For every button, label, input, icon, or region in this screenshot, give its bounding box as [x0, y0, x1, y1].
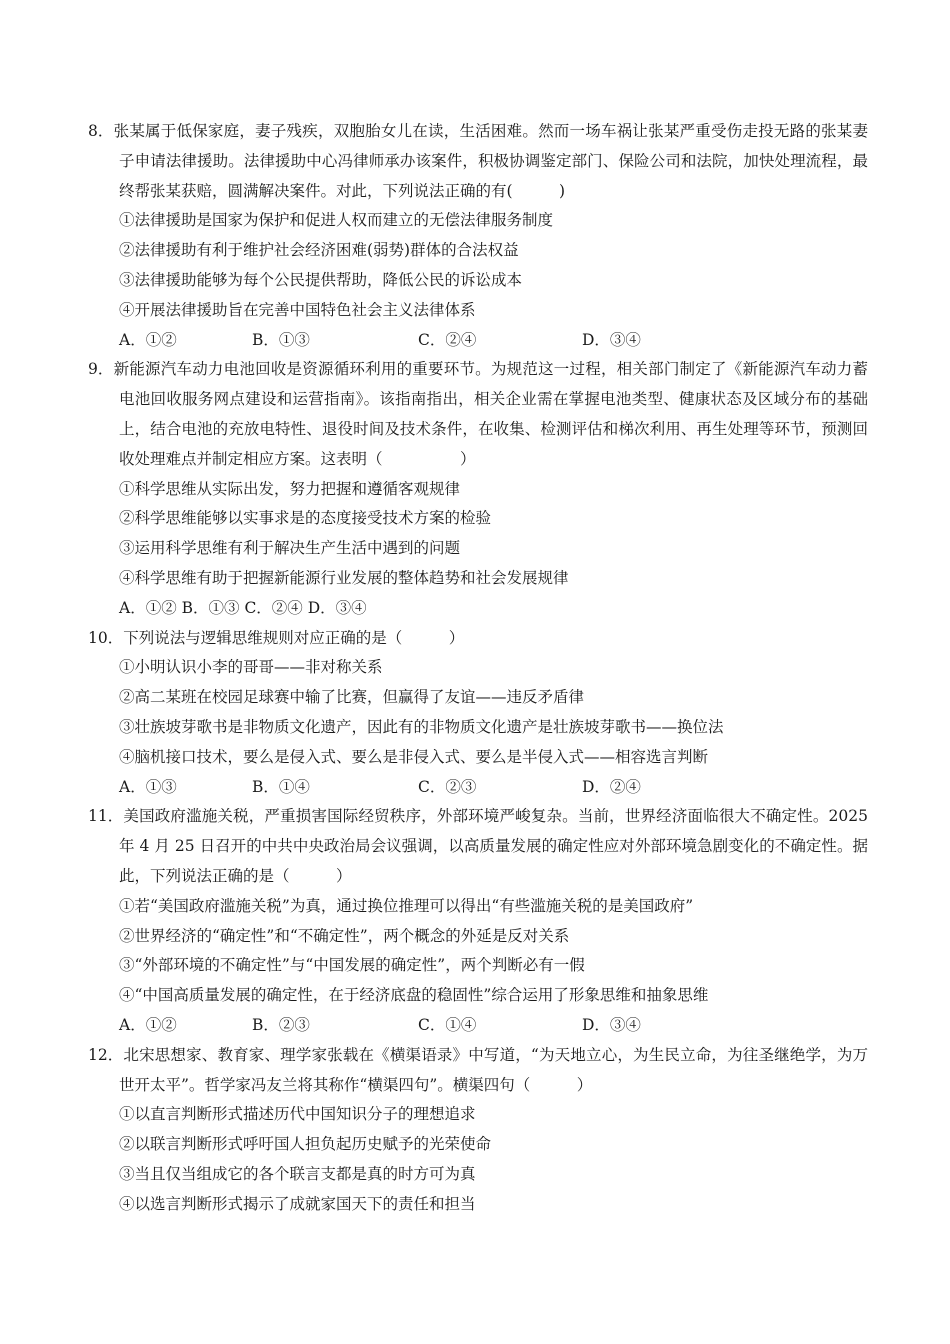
- choice-b: B．①③: [252, 330, 310, 349]
- option-item: ②以联言判断形式呼吁国人担负起历史赋予的光荣使命: [119, 1135, 492, 1154]
- question-stem: [88, 1041, 868, 1101]
- question-text: 新能源汽车动力电池回收是资源循环利用的重要环节。为规范这一过程，相关部门制定了《新能源汽车动力蓄电池回收服务网点建设和运营指南》。该指南指出，相关企业需在掌握电池类型、健康状态及区域分布的基础上，结合电池的充放电特性、退役时间及技术条件，在收集、检测评估和梯次利用、再生处理等环节，预测回收处理难点并制定相应方案。这表明（ ）: [113, 360, 868, 468]
- option-item: ③壮族坡芽歌书是非物质文化遗产，因此有的非物质文化遗产是壮族坡芽歌书——换位法: [119, 717, 724, 736]
- option-item: ④开展法律援助旨在完善中国特色社会主义法律体系: [119, 300, 476, 319]
- question-11: [88, 802, 868, 1040]
- option-item: ①若“美国政府滥施关税”为真，通过换位推理可以得出“有些滥施关税的是美国政府”: [119, 896, 694, 915]
- choice-b: B．①④: [252, 777, 310, 796]
- question-stem: [88, 624, 868, 654]
- option-item: ①法律援助是国家为保护和促进人权而建立的无偿法律服务制度: [119, 211, 554, 230]
- option-item: ②高二某班在校园足球赛中输了比赛，但赢得了友谊——违反矛盾律: [119, 688, 585, 707]
- choice-d: D．③④: [582, 1015, 641, 1034]
- option-item: ③当且仅当组成它的各个联言支都是真的时方可为真: [119, 1164, 476, 1183]
- choice-d: D．②④: [582, 777, 641, 796]
- choice-c: C．①④: [418, 1015, 477, 1034]
- question-9: [88, 355, 868, 623]
- answer-choices: [88, 326, 868, 356]
- option-item: ①小明认识小李的哥哥——非对称关系: [119, 658, 383, 677]
- question-list: [88, 117, 868, 1219]
- question-text: 下列说法与逻辑思维规则对应正确的是（ ）: [123, 628, 465, 647]
- option-item: ③“外部环境的不确定性”与“中国发展的确定性”，两个判断必有一假: [119, 956, 585, 975]
- question-text: 美国政府滥施关税，严重损害国际经贸秩序，外部环境严峻复杂。当前，世界经济面临很大不确定性。2025 年 4 月 25 日召开的中共中央政治局会议强调，以高质量发展的确定性应对外部环境急剧变化的不确定性。据此，下列说法正确的是（ ）: [119, 807, 868, 885]
- choice-d: D．③④: [582, 330, 641, 349]
- option-item: ④“中国高质量发展的确定性，在于经济底盘的稳固性”综合运用了形象思维和抽象思维: [119, 986, 709, 1005]
- option-item: ①科学思维从实际出发，努力把握和遵循客观规律: [119, 479, 461, 498]
- choice-c: C．②③: [418, 777, 477, 796]
- choice-a: A．①②: [119, 1015, 177, 1034]
- choice-c: C．②④: [418, 330, 477, 349]
- question-12: [88, 1041, 868, 1220]
- answer-choices: [88, 594, 868, 624]
- choice-a: A．①③: [119, 777, 177, 796]
- choice-b: B．②③: [252, 1015, 310, 1034]
- question-number: 12．: [88, 1045, 124, 1064]
- question-stem: [88, 117, 868, 206]
- choice-a: A．①②: [119, 330, 177, 349]
- choices-inline-text: A．①② B．①③ C．②④ D．③④: [119, 598, 367, 617]
- option-item: ④以选言判断形式揭示了成就家国天下的责任和担当: [119, 1194, 476, 1213]
- option-item: ③法律援助能够为每个公民提供帮助，降低公民的诉讼成本: [119, 270, 523, 289]
- question-8: [88, 117, 868, 355]
- question-stem: [88, 802, 868, 891]
- option-item: ①以直言判断形式描述历代中国知识分子的理想追求: [119, 1105, 476, 1124]
- question-number: 11．: [88, 807, 124, 826]
- option-item: ③运用科学思维有利于解决生产生活中遇到的问题: [119, 539, 461, 558]
- question-10: [88, 624, 868, 803]
- option-item: ②世界经济的“确定性”和“不确定性”，两个概念的外延是反对关系: [119, 926, 570, 945]
- question-number: 10．: [88, 628, 124, 647]
- question-text: 北宋思想家、教育家、理学家张载在《横渠语录》中写道，“为天地立心，为生民立命，为往圣继绝学，为万世开太平”。哲学家冯友兰将其称作“横渠四句”。横渠四句（ ）: [119, 1045, 868, 1094]
- answer-choices: [88, 773, 868, 803]
- question-number: 8．: [88, 122, 114, 140]
- question-number: 9．: [88, 360, 114, 379]
- option-item: ④科学思维有助于把握新能源行业发展的整体趋势和社会发展规律: [119, 568, 569, 587]
- question-text: 张某属于低保家庭，妻子残疾，双胞胎女儿在读，生活困难。然而一场车祸让张某严重受伤走投无路的张某妻子申请法律援助。法律援助中心冯律师承办该案件，积极协调鉴定部门、保险公司和法院，加快处理流程，最终帮张某获赔，圆满解决案件。对此，下列说法正确的有( ): [113, 122, 868, 200]
- question-stem: [88, 355, 868, 474]
- option-item: ②科学思维能够以实事求是的态度接受技术方案的检验: [119, 509, 492, 528]
- option-item: ②法律援助有利于维护社会经济困难(弱势)群体的合法权益: [119, 241, 519, 260]
- option-item: ④脑机接口技术，要么是侵入式、要么是非侵入式、要么是半侵入式——相容选言判断: [119, 747, 709, 766]
- answer-choices: [88, 1011, 868, 1041]
